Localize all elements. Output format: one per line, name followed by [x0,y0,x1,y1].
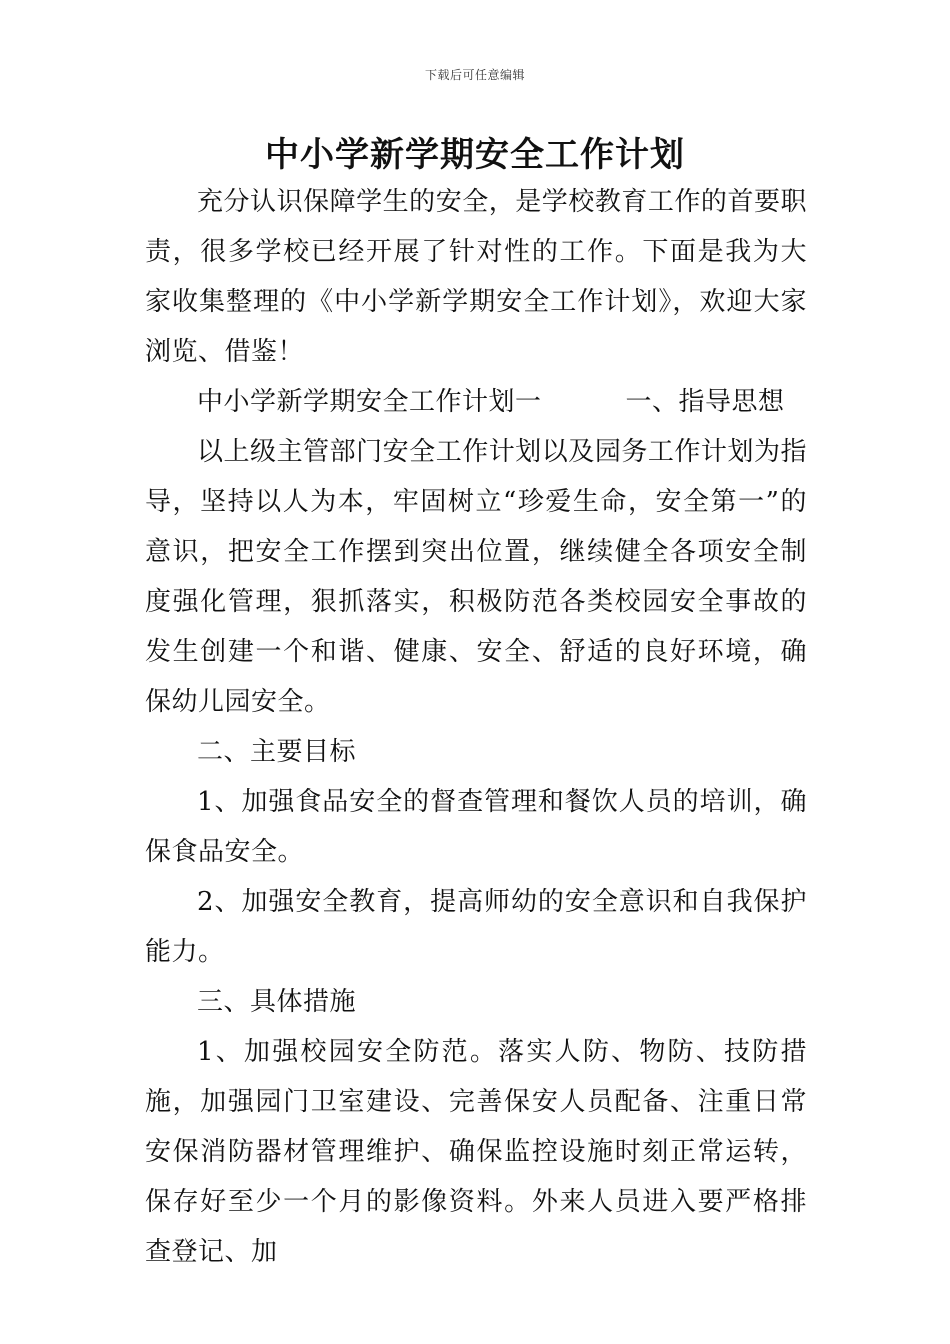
section-two-heading: 二、主要目标 [197,737,357,767]
section-three-item-1: 1、加强校园安全防范。落实人防、物防、技防措施，加强园门卫室建设、完善保安人员配备、注重日常安保消防器材管理维护、确保监控设施时刻正常运转，保存好至少一个月的影像资料。外来人员进入要严格排查登记、加 [145,1037,807,1267]
section-one-paragraph: 以上级主管部门安全工作计划以及园务工作计划为指导，坚持以人为本，牢固树立“珍爱生命，安全第一”的意识，把安全工作摆到突出位置，继续健全各项安全制度强化管理，狠抓落实，积极防范各类校园安全事故的发生创建一个和谐、健康、安全、舒适的良好环境，确保幼儿园安全。 [145,437,807,717]
section-two-item-2: 2、加强安全教育，提高师幼的安全意识和自我保护能力。 [145,887,807,967]
section-one-heading-line [145,377,807,427]
header-note: 下载后可任意编辑 [424,68,525,82]
section-three-heading: 三、具体措施 [197,987,357,1017]
intro-paragraph: 充分认识保障学生的安全，是学校教育工作的首要职责，很多学校已经开展了针对性的工作。下面是我为大家收集整理的《中小学新学期安全工作计划》，欢迎大家浏览、借鉴！ [145,187,807,367]
document-title: 中小学新学期安全工作计划 [265,135,685,175]
plan-label: 中小学新学期安全工作计划一 [197,387,542,417]
document-body [145,177,807,1277]
section-one-heading: 一、指导思想 [625,387,785,417]
section-two-item-1: 1、加强食品安全的督查管理和餐饮人员的培训，确保食品安全。 [145,787,807,867]
